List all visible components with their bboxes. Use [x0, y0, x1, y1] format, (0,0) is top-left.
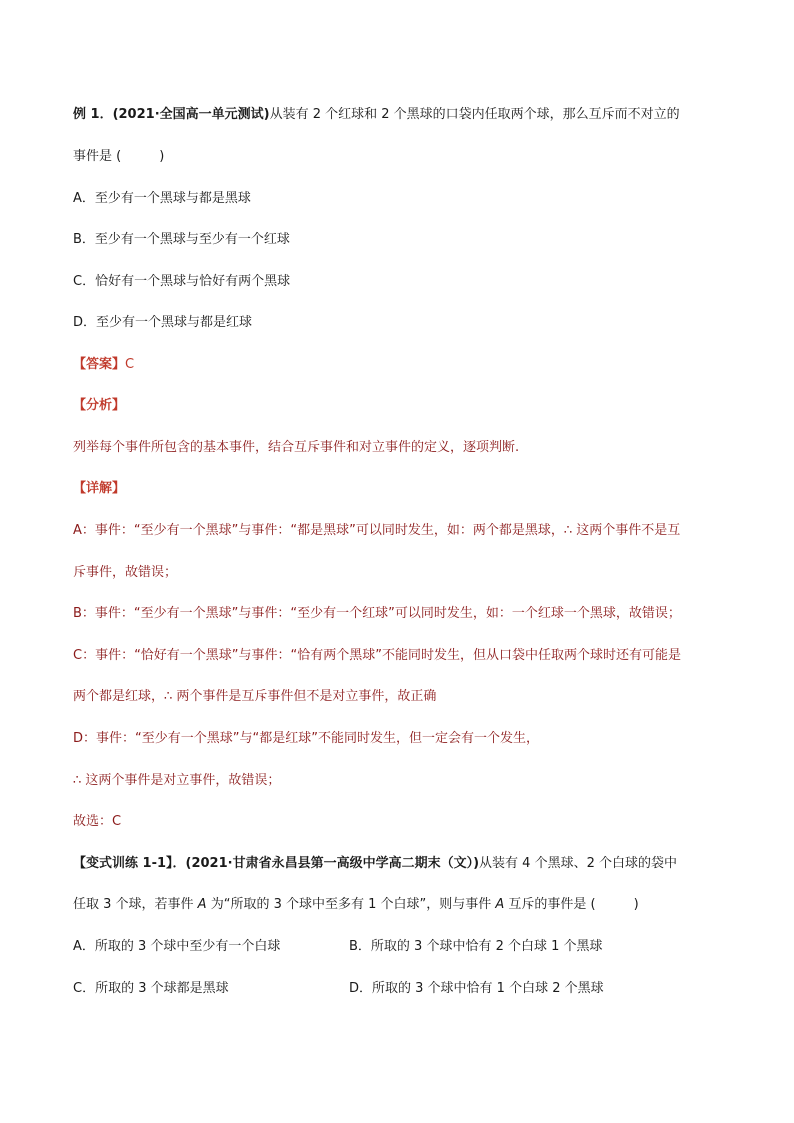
option-c: C．恰好有一个黑球与恰好有两个黑球 — [73, 274, 291, 289]
example-question-text-1: 从装有 2 个红球和 2 个黑球的口袋内任取两个球，那么互斥而不对立的 — [269, 107, 680, 122]
variant-question-text-2c: 互斥的事件是 ( — [504, 897, 596, 912]
analysis-text: 列举每个事件所包含的基本事件，结合互斥事件和对立事件的定义，逐项判断. — [73, 440, 520, 455]
event-a-var: A — [197, 897, 207, 912]
variant-source: 2021·甘肃省永昌县第一高级中学高二期末（文） — [191, 856, 474, 871]
detail-line: A：事件：“至少有一个黑球”与事件：“都是黑球”可以同时发生，如：两个都是黑球，∴ 这两个事件不是互 — [73, 523, 681, 538]
answer-line — [73, 357, 134, 373]
example-question-text-2: 事件是 ( — [73, 149, 122, 164]
detail-line: C：事件：“恰好有一个黑球”与事件：“恰有两个黑球”不能同时发生，但从口袋中任取两个球时还有可能是 — [73, 648, 682, 663]
variant-question-text-2-end: ) — [633, 897, 639, 912]
option-b: B．至少有一个黑球与至少有一个红球 — [73, 232, 290, 247]
detail-line: 故选：C — [73, 814, 122, 829]
example-source: 2021·全国高一单元测试 — [118, 107, 264, 122]
detail-line: 两个都是红球，∴ 两个事件是互斥事件但不是对立事件，故正确 — [73, 689, 437, 704]
variant-label: 【变式训练 1-1】．( — [73, 856, 192, 871]
detail-line: B：事件：“至少有一个黑球”与事件：“至少有一个红球”可以同时发生，如：一个红球一个黑球，故错误； — [73, 606, 681, 621]
answer-value: C — [125, 357, 135, 372]
variant-question-line-2 — [73, 897, 639, 913]
detail-label: 【详解】 — [73, 481, 126, 496]
variant-source-close: ) — [473, 856, 480, 871]
variant-question-line-1 — [73, 856, 677, 872]
detail-line: 斥事件，故错误； — [73, 565, 178, 580]
option-a: A．至少有一个黑球与都是黑球 — [73, 191, 251, 206]
example-question-text-2-end: ) — [159, 149, 165, 164]
example-source-close: ) — [263, 107, 270, 122]
answer-label: 【答案】 — [73, 357, 126, 372]
variant-question-text-2a: 任取 3 个球，若事件 — [73, 897, 198, 912]
event-a-var: A — [495, 897, 505, 912]
variant-option-c: C．所取的 3 个球都是黑球 — [73, 981, 229, 996]
variant-option-d: D．所取的 3 个球中恰有 1 个白球 2 个黑球 — [349, 981, 604, 996]
detail-line: D：事件：“至少有一个黑球”与“都是红球”不能同时发生，但一定会有一个发生， — [73, 731, 539, 746]
variant-question-text-2b: 为“所取的 3 个球中至多有 1 个白球”，则与事件 — [206, 897, 496, 912]
variant-question-text-1: 从装有 4 个黑球、2 个白球的袋中 — [479, 856, 677, 871]
example-question-line-1 — [73, 107, 680, 123]
variant-option-a: A．所取的 3 个球中至少有一个白球 — [73, 939, 281, 954]
analysis-label: 【分析】 — [73, 398, 126, 413]
variant-option-b: B．所取的 3 个球中恰有 2 个白球 1 个黑球 — [349, 939, 603, 954]
detail-line: ∴ 这两个事件是对立事件，故错误； — [73, 773, 281, 788]
option-d: D．至少有一个黑球与都是红球 — [73, 315, 253, 330]
example-question-line-2 — [73, 149, 164, 165]
example-label: 例 1．( — [73, 107, 119, 122]
